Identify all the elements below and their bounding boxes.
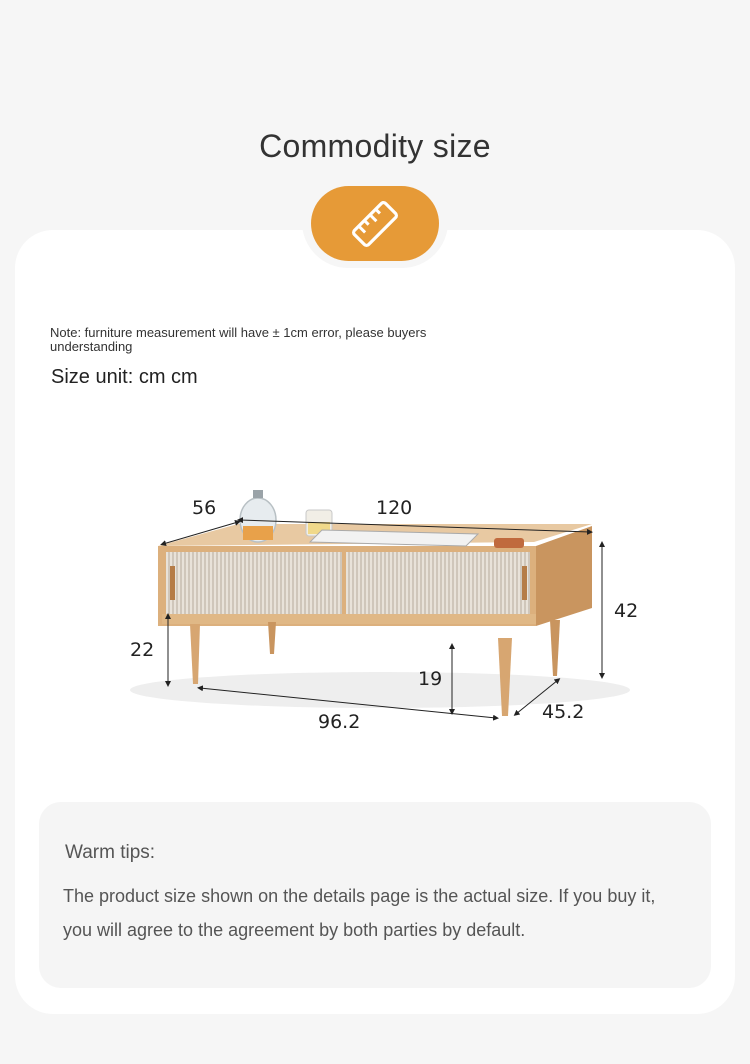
leg-front-left xyxy=(190,624,200,684)
dim-length-top: 120 xyxy=(376,497,413,519)
glass-door-right xyxy=(346,552,530,614)
tray xyxy=(494,538,524,548)
table-side xyxy=(536,526,592,626)
leg-back-left xyxy=(268,622,276,654)
size-unit-label: Size unit: cm cm xyxy=(51,366,198,388)
warm-tips-box xyxy=(39,802,711,988)
measurement-note: Note: furniture measurement will have ± 1cm error, please buyers understanding xyxy=(50,325,427,354)
dim-height-total: 42 xyxy=(614,600,639,622)
page-title: Commodity size xyxy=(259,128,491,164)
warm-tips-body: The product size shown on the details page is the actual size. If you buy it, you will agree to the agreement by both parties by default. xyxy=(63,886,656,940)
dim-clearance: 19 xyxy=(418,668,443,690)
leg-back-right xyxy=(550,620,560,676)
dim-depth-top: 56 xyxy=(192,497,217,519)
teapot xyxy=(240,490,276,542)
dim-length-bottom: 96.2 xyxy=(318,711,361,733)
ruler-badge xyxy=(311,186,439,261)
coffee-table-diagram xyxy=(110,480,650,740)
ruler-icon xyxy=(350,199,400,249)
dim-depth-bottom: 45.2 xyxy=(542,701,585,723)
glass-door-left xyxy=(166,552,342,614)
dim-leg-height: 22 xyxy=(130,639,155,661)
warm-tips-title: Warm tips: xyxy=(65,842,156,863)
